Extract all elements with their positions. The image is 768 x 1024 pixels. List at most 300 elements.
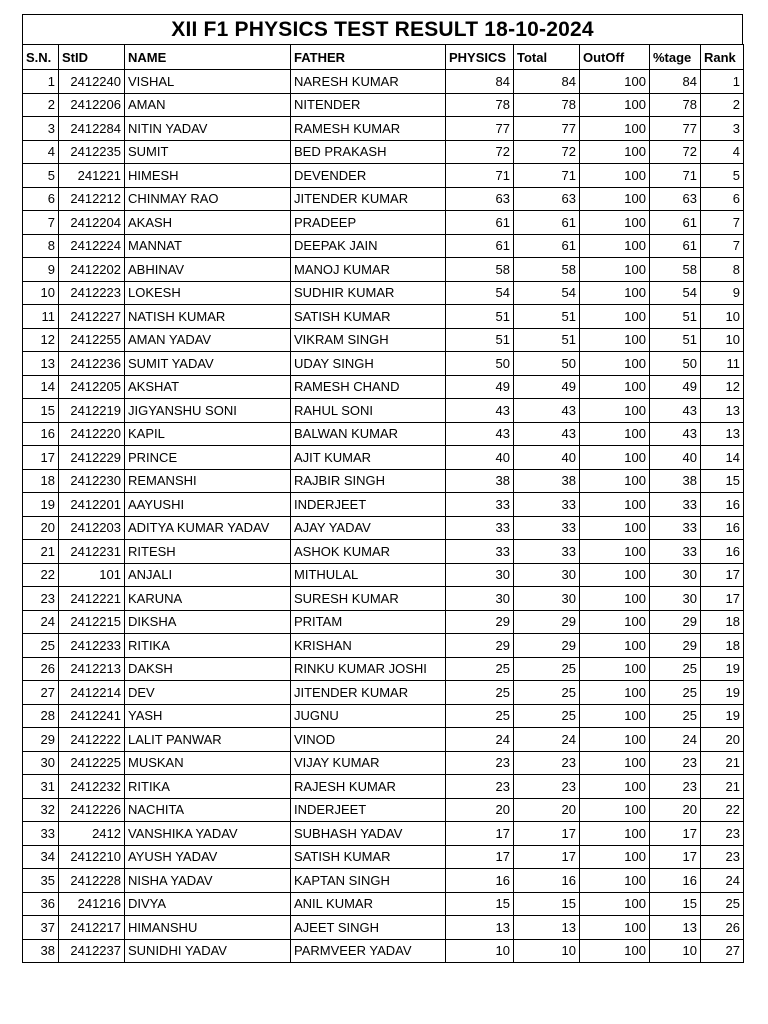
cell-name: HIMESH <box>125 164 291 188</box>
cell-stid: 2412235 <box>59 140 125 164</box>
cell-rank: 14 <box>701 446 744 470</box>
cell-total: 15 <box>514 892 580 916</box>
cell-father: RAHUL SONI <box>291 399 446 423</box>
cell-father: ANIL KUMAR <box>291 892 446 916</box>
cell-percentage: 17 <box>650 822 701 846</box>
cell-rank: 6 <box>701 187 744 211</box>
cell-name: AAYUSHI <box>125 493 291 517</box>
cell-sn: 27 <box>23 681 59 705</box>
cell-stid: 2412 <box>59 822 125 846</box>
cell-outoff: 100 <box>580 93 650 117</box>
cell-stid: 2412224 <box>59 234 125 258</box>
cell-name: YASH <box>125 704 291 728</box>
cell-sn: 10 <box>23 281 59 305</box>
cell-sn: 5 <box>23 164 59 188</box>
table-row <box>23 375 744 399</box>
cell-physics: 43 <box>446 422 514 446</box>
cell-total: 78 <box>514 93 580 117</box>
cell-stid: 241221 <box>59 164 125 188</box>
cell-percentage: 15 <box>650 892 701 916</box>
cell-physics: 23 <box>446 775 514 799</box>
cell-total: 29 <box>514 634 580 658</box>
table-row <box>23 234 744 258</box>
cell-outoff: 100 <box>580 70 650 94</box>
cell-outoff: 100 <box>580 469 650 493</box>
cell-stid: 2412219 <box>59 399 125 423</box>
table-row <box>23 798 744 822</box>
table-row <box>23 822 744 846</box>
cell-rank: 3 <box>701 117 744 141</box>
cell-total: 58 <box>514 258 580 282</box>
cell-sn: 1 <box>23 70 59 94</box>
cell-name: VISHAL <box>125 70 291 94</box>
cell-sn: 36 <box>23 892 59 916</box>
cell-father: JUGNU <box>291 704 446 728</box>
cell-rank: 8 <box>701 258 744 282</box>
cell-father: RAJBIR SINGH <box>291 469 446 493</box>
cell-rank: 10 <box>701 305 744 329</box>
cell-percentage: 10 <box>650 939 701 963</box>
table-row <box>23 305 744 329</box>
cell-name: AYUSH YADAV <box>125 845 291 869</box>
cell-outoff: 100 <box>580 305 650 329</box>
cell-stid: 2412240 <box>59 70 125 94</box>
cell-physics: 38 <box>446 469 514 493</box>
cell-outoff: 100 <box>580 681 650 705</box>
cell-physics: 15 <box>446 892 514 916</box>
cell-stid: 241216 <box>59 892 125 916</box>
cell-total: 25 <box>514 704 580 728</box>
table-row <box>23 916 744 940</box>
cell-father: SURESH KUMAR <box>291 587 446 611</box>
cell-sn: 38 <box>23 939 59 963</box>
cell-rank: 24 <box>701 869 744 893</box>
cell-name: SUMIT <box>125 140 291 164</box>
cell-name: DAKSH <box>125 657 291 681</box>
cell-rank: 10 <box>701 328 744 352</box>
cell-stid: 2412225 <box>59 751 125 775</box>
cell-outoff: 100 <box>580 234 650 258</box>
cell-name: ABHINAV <box>125 258 291 282</box>
cell-stid: 2412230 <box>59 469 125 493</box>
cell-total: 30 <box>514 563 580 587</box>
table-row <box>23 70 744 94</box>
table-row <box>23 939 744 963</box>
cell-percentage: 72 <box>650 140 701 164</box>
cell-physics: 61 <box>446 234 514 258</box>
cell-total: 13 <box>514 916 580 940</box>
cell-percentage: 33 <box>650 540 701 564</box>
cell-father: DEEPAK JAIN <box>291 234 446 258</box>
cell-name: RITESH <box>125 540 291 564</box>
cell-percentage: 40 <box>650 446 701 470</box>
cell-rank: 17 <box>701 563 744 587</box>
cell-outoff: 100 <box>580 211 650 235</box>
cell-physics: 25 <box>446 657 514 681</box>
cell-name: LOKESH <box>125 281 291 305</box>
cell-physics: 49 <box>446 375 514 399</box>
cell-father: KRISHAN <box>291 634 446 658</box>
cell-percentage: 61 <box>650 234 701 258</box>
cell-sn: 4 <box>23 140 59 164</box>
col-header-percentage: %tage <box>650 45 701 70</box>
cell-stid: 2412215 <box>59 610 125 634</box>
cell-sn: 19 <box>23 493 59 517</box>
cell-percentage: 25 <box>650 704 701 728</box>
cell-stid: 2412221 <box>59 587 125 611</box>
cell-stid: 2412231 <box>59 540 125 564</box>
cell-percentage: 29 <box>650 634 701 658</box>
cell-sn: 29 <box>23 728 59 752</box>
cell-stid: 2412203 <box>59 516 125 540</box>
cell-physics: 29 <box>446 634 514 658</box>
cell-stid: 2412226 <box>59 798 125 822</box>
cell-name: LALIT PANWAR <box>125 728 291 752</box>
cell-father: SATISH KUMAR <box>291 305 446 329</box>
cell-percentage: 38 <box>650 469 701 493</box>
cell-sn: 30 <box>23 751 59 775</box>
cell-father: PRITAM <box>291 610 446 634</box>
cell-rank: 19 <box>701 657 744 681</box>
cell-father: MANOJ KUMAR <box>291 258 446 282</box>
cell-percentage: 43 <box>650 422 701 446</box>
cell-name: AKASH <box>125 211 291 235</box>
cell-physics: 72 <box>446 140 514 164</box>
cell-stid: 2412237 <box>59 939 125 963</box>
cell-father: VIJAY KUMAR <box>291 751 446 775</box>
cell-physics: 29 <box>446 610 514 634</box>
cell-physics: 25 <box>446 704 514 728</box>
cell-stid: 2412210 <box>59 845 125 869</box>
cell-outoff: 100 <box>580 117 650 141</box>
cell-sn: 13 <box>23 352 59 376</box>
cell-total: 17 <box>514 822 580 846</box>
cell-percentage: 49 <box>650 375 701 399</box>
cell-rank: 5 <box>701 164 744 188</box>
cell-father: AJAY YADAV <box>291 516 446 540</box>
cell-rank: 17 <box>701 587 744 611</box>
result-table <box>22 44 744 963</box>
cell-outoff: 100 <box>580 939 650 963</box>
cell-physics: 24 <box>446 728 514 752</box>
cell-stid: 2412217 <box>59 916 125 940</box>
table-row <box>23 845 744 869</box>
cell-name: KAPIL <box>125 422 291 446</box>
cell-name: CHINMAY RAO <box>125 187 291 211</box>
cell-rank: 27 <box>701 939 744 963</box>
cell-outoff: 100 <box>580 493 650 517</box>
cell-outoff: 100 <box>580 540 650 564</box>
cell-sn: 2 <box>23 93 59 117</box>
cell-stid: 2412222 <box>59 728 125 752</box>
table-row <box>23 117 744 141</box>
cell-rank: 2 <box>701 93 744 117</box>
cell-outoff: 100 <box>580 845 650 869</box>
cell-stid: 2412284 <box>59 117 125 141</box>
cell-total: 10 <box>514 939 580 963</box>
table-row <box>23 93 744 117</box>
cell-outoff: 100 <box>580 892 650 916</box>
table-row <box>23 610 744 634</box>
cell-stid: 2412241 <box>59 704 125 728</box>
cell-outoff: 100 <box>580 446 650 470</box>
cell-total: 61 <box>514 211 580 235</box>
sheet-title: XII F1 PHYSICS TEST RESULT 18-10-2024 <box>22 14 743 44</box>
cell-name: AMAN YADAV <box>125 328 291 352</box>
cell-father: DEVENDER <box>291 164 446 188</box>
cell-name: NITIN YADAV <box>125 117 291 141</box>
cell-percentage: 78 <box>650 93 701 117</box>
cell-percentage: 71 <box>650 164 701 188</box>
cell-name: SUMIT YADAV <box>125 352 291 376</box>
cell-sn: 34 <box>23 845 59 869</box>
cell-name: REMANSHI <box>125 469 291 493</box>
cell-total: 38 <box>514 469 580 493</box>
cell-physics: 17 <box>446 845 514 869</box>
cell-father: SUDHIR KUMAR <box>291 281 446 305</box>
cell-percentage: 25 <box>650 657 701 681</box>
cell-percentage: 84 <box>650 70 701 94</box>
header-row <box>23 45 744 70</box>
cell-sn: 24 <box>23 610 59 634</box>
table-row <box>23 751 744 775</box>
table-row <box>23 634 744 658</box>
cell-outoff: 100 <box>580 634 650 658</box>
cell-rank: 12 <box>701 375 744 399</box>
table-row <box>23 140 744 164</box>
cell-total: 25 <box>514 657 580 681</box>
cell-percentage: 17 <box>650 845 701 869</box>
cell-outoff: 100 <box>580 328 650 352</box>
cell-sn: 15 <box>23 399 59 423</box>
cell-rank: 22 <box>701 798 744 822</box>
cell-total: 23 <box>514 751 580 775</box>
cell-name: ANJALI <box>125 563 291 587</box>
cell-outoff: 100 <box>580 352 650 376</box>
cell-father: JITENDER KUMAR <box>291 681 446 705</box>
cell-total: 20 <box>514 798 580 822</box>
cell-father: AJEET SINGH <box>291 916 446 940</box>
cell-total: 49 <box>514 375 580 399</box>
table-row <box>23 728 744 752</box>
col-header-total: Total <box>514 45 580 70</box>
cell-name: PRINCE <box>125 446 291 470</box>
cell-outoff: 100 <box>580 751 650 775</box>
cell-father: BALWAN KUMAR <box>291 422 446 446</box>
cell-name: JIGYANSHU SONI <box>125 399 291 423</box>
table-row <box>23 399 744 423</box>
cell-outoff: 100 <box>580 563 650 587</box>
cell-stid: 2412213 <box>59 657 125 681</box>
cell-physics: 25 <box>446 681 514 705</box>
cell-rank: 25 <box>701 892 744 916</box>
cell-rank: 9 <box>701 281 744 305</box>
cell-total: 51 <box>514 328 580 352</box>
cell-outoff: 100 <box>580 516 650 540</box>
cell-rank: 21 <box>701 775 744 799</box>
table-row <box>23 892 744 916</box>
cell-physics: 51 <box>446 328 514 352</box>
cell-sn: 37 <box>23 916 59 940</box>
cell-father: PRADEEP <box>291 211 446 235</box>
cell-rank: 11 <box>701 352 744 376</box>
cell-total: 84 <box>514 70 580 94</box>
cell-physics: 51 <box>446 305 514 329</box>
cell-total: 33 <box>514 493 580 517</box>
cell-father: NARESH KUMAR <box>291 70 446 94</box>
cell-father: INDERJEET <box>291 493 446 517</box>
cell-rank: 20 <box>701 728 744 752</box>
table-row <box>23 681 744 705</box>
cell-outoff: 100 <box>580 399 650 423</box>
cell-father: MITHULAL <box>291 563 446 587</box>
cell-stid: 2412236 <box>59 352 125 376</box>
cell-rank: 23 <box>701 845 744 869</box>
cell-father: KAPTAN SINGH <box>291 869 446 893</box>
cell-father: VINOD <box>291 728 446 752</box>
cell-percentage: 63 <box>650 187 701 211</box>
cell-stid: 2412212 <box>59 187 125 211</box>
cell-percentage: 51 <box>650 305 701 329</box>
cell-name: RITIKA <box>125 775 291 799</box>
cell-outoff: 100 <box>580 610 650 634</box>
cell-outoff: 100 <box>580 869 650 893</box>
cell-stid: 2412255 <box>59 328 125 352</box>
cell-outoff: 100 <box>580 164 650 188</box>
cell-stid: 2412228 <box>59 869 125 893</box>
cell-rank: 21 <box>701 751 744 775</box>
cell-physics: 17 <box>446 822 514 846</box>
cell-sn: 8 <box>23 234 59 258</box>
result-sheet <box>22 14 743 963</box>
cell-physics: 10 <box>446 939 514 963</box>
cell-percentage: 23 <box>650 751 701 775</box>
cell-percentage: 43 <box>650 399 701 423</box>
cell-total: 51 <box>514 305 580 329</box>
table-row <box>23 164 744 188</box>
cell-sn: 17 <box>23 446 59 470</box>
cell-total: 29 <box>514 610 580 634</box>
cell-father: BED PRAKASH <box>291 140 446 164</box>
table-row <box>23 211 744 235</box>
col-header-name: NAME <box>125 45 291 70</box>
table-row <box>23 328 744 352</box>
cell-father: RAMESH KUMAR <box>291 117 446 141</box>
col-header-physics: PHYSICS <box>446 45 514 70</box>
cell-physics: 33 <box>446 540 514 564</box>
cell-rank: 26 <box>701 916 744 940</box>
table-row <box>23 258 744 282</box>
cell-sn: 9 <box>23 258 59 282</box>
cell-percentage: 20 <box>650 798 701 822</box>
cell-rank: 19 <box>701 704 744 728</box>
cell-percentage: 16 <box>650 869 701 893</box>
cell-physics: 23 <box>446 751 514 775</box>
cell-total: 16 <box>514 869 580 893</box>
cell-name: DIKSHA <box>125 610 291 634</box>
cell-sn: 33 <box>23 822 59 846</box>
cell-rank: 7 <box>701 234 744 258</box>
cell-sn: 16 <box>23 422 59 446</box>
cell-stid: 2412206 <box>59 93 125 117</box>
cell-sn: 35 <box>23 869 59 893</box>
cell-percentage: 33 <box>650 516 701 540</box>
cell-sn: 31 <box>23 775 59 799</box>
cell-percentage: 54 <box>650 281 701 305</box>
cell-total: 50 <box>514 352 580 376</box>
cell-name: MANNAT <box>125 234 291 258</box>
cell-name: DIVYA <box>125 892 291 916</box>
cell-sn: 26 <box>23 657 59 681</box>
cell-sn: 28 <box>23 704 59 728</box>
cell-stid: 2412232 <box>59 775 125 799</box>
cell-name: HIMANSHU <box>125 916 291 940</box>
cell-name: NATISH KUMAR <box>125 305 291 329</box>
cell-stid: 2412220 <box>59 422 125 446</box>
cell-name: NACHITA <box>125 798 291 822</box>
cell-father: PARMVEER YADAV <box>291 939 446 963</box>
cell-total: 43 <box>514 399 580 423</box>
cell-father: SATISH KUMAR <box>291 845 446 869</box>
cell-outoff: 100 <box>580 281 650 305</box>
cell-stid: 2412233 <box>59 634 125 658</box>
cell-percentage: 24 <box>650 728 701 752</box>
cell-outoff: 100 <box>580 422 650 446</box>
cell-outoff: 100 <box>580 258 650 282</box>
cell-sn: 20 <box>23 516 59 540</box>
table-body <box>23 70 744 963</box>
cell-outoff: 100 <box>580 657 650 681</box>
cell-physics: 63 <box>446 187 514 211</box>
cell-physics: 78 <box>446 93 514 117</box>
cell-rank: 16 <box>701 493 744 517</box>
cell-physics: 84 <box>446 70 514 94</box>
table-row <box>23 775 744 799</box>
cell-father: INDERJEET <box>291 798 446 822</box>
cell-rank: 4 <box>701 140 744 164</box>
cell-physics: 33 <box>446 493 514 517</box>
cell-total: 33 <box>514 540 580 564</box>
cell-total: 43 <box>514 422 580 446</box>
cell-rank: 16 <box>701 540 744 564</box>
cell-total: 54 <box>514 281 580 305</box>
table-row <box>23 493 744 517</box>
cell-total: 72 <box>514 140 580 164</box>
cell-sn: 6 <box>23 187 59 211</box>
table-row <box>23 657 744 681</box>
table-row <box>23 469 744 493</box>
cell-father: AJIT KUMAR <box>291 446 446 470</box>
cell-physics: 71 <box>446 164 514 188</box>
cell-stid: 101 <box>59 563 125 587</box>
cell-physics: 77 <box>446 117 514 141</box>
cell-physics: 16 <box>446 869 514 893</box>
cell-father: RAJESH KUMAR <box>291 775 446 799</box>
table-row <box>23 352 744 376</box>
cell-percentage: 13 <box>650 916 701 940</box>
cell-rank: 16 <box>701 516 744 540</box>
cell-total: 40 <box>514 446 580 470</box>
cell-name: RITIKA <box>125 634 291 658</box>
cell-percentage: 51 <box>650 328 701 352</box>
cell-name: MUSKAN <box>125 751 291 775</box>
cell-name: AKSHAT <box>125 375 291 399</box>
cell-father: NITENDER <box>291 93 446 117</box>
table-row <box>23 587 744 611</box>
cell-name: ADITYA KUMAR YADAV <box>125 516 291 540</box>
cell-outoff: 100 <box>580 916 650 940</box>
cell-total: 33 <box>514 516 580 540</box>
